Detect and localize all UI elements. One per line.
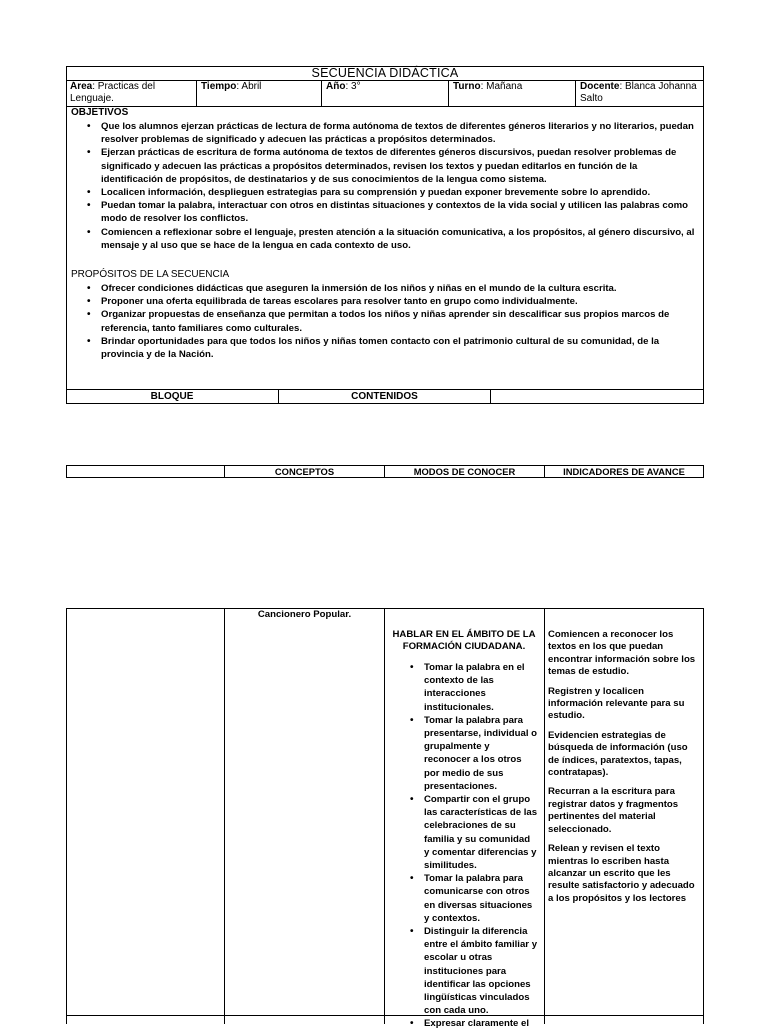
indicadores-header: INDICADORES DE AVANCE xyxy=(563,466,685,477)
area-label: Área xyxy=(70,81,93,92)
list-item: Registren y localicen información relevante para su estudio. xyxy=(548,685,685,722)
list-item: • Comiencen a reflexionar sobre el lenguaje, presten atención a la situación comunicativa, a los propósitos, al género discursivo, al mensaje y al uso que se hace de la lengua en cada contexto de uso. xyxy=(85,226,695,252)
divider xyxy=(66,1015,704,1016)
list-item: • Ejerzan prácticas de escritura de forma autónoma de textos de diferentes géneros discursivos, puedan resolver problemas de significado y adecuen las prácticas a propósitos determinados, revisen los textos y puedan editarlos en función de la identificación de propósitos, de destinatarios y de sus conocimientos de la lengua como sistema. xyxy=(85,146,695,186)
anio-value: : 3° xyxy=(345,81,361,92)
propositos-list xyxy=(85,282,695,361)
area-cell xyxy=(66,80,197,106)
divider xyxy=(490,389,491,404)
turno-label: Turno xyxy=(453,81,481,92)
list-item: Comiencen a reconocer los textos en los que puedan encontrar información sobre los temas de estudio. xyxy=(548,629,696,678)
propositos-heading: PROPÓSITOS DE LA SECUENCIA xyxy=(71,269,230,280)
divider xyxy=(384,608,385,1024)
list-item: • Tomar la palabra en el contexto de las interacciones institucionales. xyxy=(408,661,538,714)
divider xyxy=(544,608,545,1024)
list-item: • Organizar propuestas de enseñanza que permitan a todos los niños y niñas aprender sin descalificar sus propios marcos de referencia, tanto familiares como culturales. xyxy=(85,308,695,334)
page-title: SECUENCIA DIDÁCTICA xyxy=(311,66,459,80)
list-item: • Brindar oportunidades para que todos los niños y niñas tomen contacto con el patrimonio cultural de su comunidad, de la provincia y de la Nación. xyxy=(85,335,695,361)
list-item: • Tomar la palabra para comunicarse con otros en diversas situaciones y contextos. xyxy=(408,872,538,925)
list-item: • Que los alumnos ejerzan prácticas de lectura de forma autónoma de textos de diferentes géneros literarios y no literarios, puedan resolver problemas de significado y adecuen las prácticas a propósitos determinados. xyxy=(85,120,695,146)
list-item: • Expresar claramente el xyxy=(408,1017,538,1030)
list-item: Recurran a la escritura para registrar datos y fragmentos pertinentes del material seleccionado. xyxy=(548,786,679,835)
modos-header: MODOS DE CONOCER xyxy=(413,466,516,477)
list-item: • Localicen información, desplieguen estrategias para su comprensión y puedan exponer brevemente sobre lo aprendido. xyxy=(85,186,695,199)
objetivos-heading: OBJETIVOS xyxy=(71,107,129,118)
list-item: • Compartir con el grupo las características de las celebraciones de su familia y su comunidad y comentar diferencias y similitudes. xyxy=(408,793,538,872)
list-item: Relean y revisen el texto mientras lo escriben hasta alcanzar un escrito que les resulte satisfactorio y adecuado a los propósitos y los lectores xyxy=(548,843,695,904)
divider xyxy=(66,106,704,107)
docente-cell xyxy=(576,80,703,106)
list-item: • Proponer una oferta equilibrada de tareas escolares para resolver tanto en grupo como individualmente. xyxy=(85,295,695,308)
list-item: • Ofrecer condiciones didácticas que aseguren la inmersión de los niños y niñas en el mundo de la cultura escrita. xyxy=(85,282,695,295)
modos-list xyxy=(408,661,538,1031)
modos-heading: HABLAR EN EL ÁMBITO DE LA FORMACIÓN CIUDADANA. xyxy=(392,629,536,653)
list-item: • Tomar la palabra para presentarse, individual o grupalmente y reconocer a los otros por medio de sus presentaciones. xyxy=(408,714,538,793)
bloque-header: BLOQUE xyxy=(150,391,194,402)
objetivos-list xyxy=(85,120,695,252)
list-item: • Distinguir la diferencia entre el ámbito familiar y escolar u otras instituciones para identificar las opciones lingüísticas vinculados con cada uno. xyxy=(408,925,538,1017)
indicadores-list xyxy=(548,629,700,912)
divider xyxy=(224,608,225,1024)
tiempo-cell xyxy=(197,80,321,106)
turno-value: : Mañana xyxy=(480,81,523,92)
docente-label: Docente xyxy=(580,81,620,92)
contenidos-header: CONTENIDOS xyxy=(351,391,418,402)
list-item: Evidencien estrategias de búsqueda de información (uso de índices, paratextos, tapas, contratapas). xyxy=(548,729,688,779)
docente-value: : Blanca Johanna Salto xyxy=(580,81,697,104)
anio-label: Año xyxy=(326,81,346,92)
list-item: • Puedan tomar la palabra, interactuar con otros en distintas situaciones y contextos de la vida social y utilicen las palabras como modo de resolver los conflictos. xyxy=(85,199,695,225)
tiempo-value: : Abril xyxy=(236,81,262,92)
conceptos-header: CONCEPTOS xyxy=(274,466,335,477)
anio-cell xyxy=(322,80,448,106)
tiempo-label: Tiempo xyxy=(201,81,237,92)
turno-cell xyxy=(449,80,575,106)
conceptos-text: Cancionero Popular. xyxy=(257,609,352,620)
area-value: : Practicas del Lenguaje. xyxy=(70,81,156,104)
